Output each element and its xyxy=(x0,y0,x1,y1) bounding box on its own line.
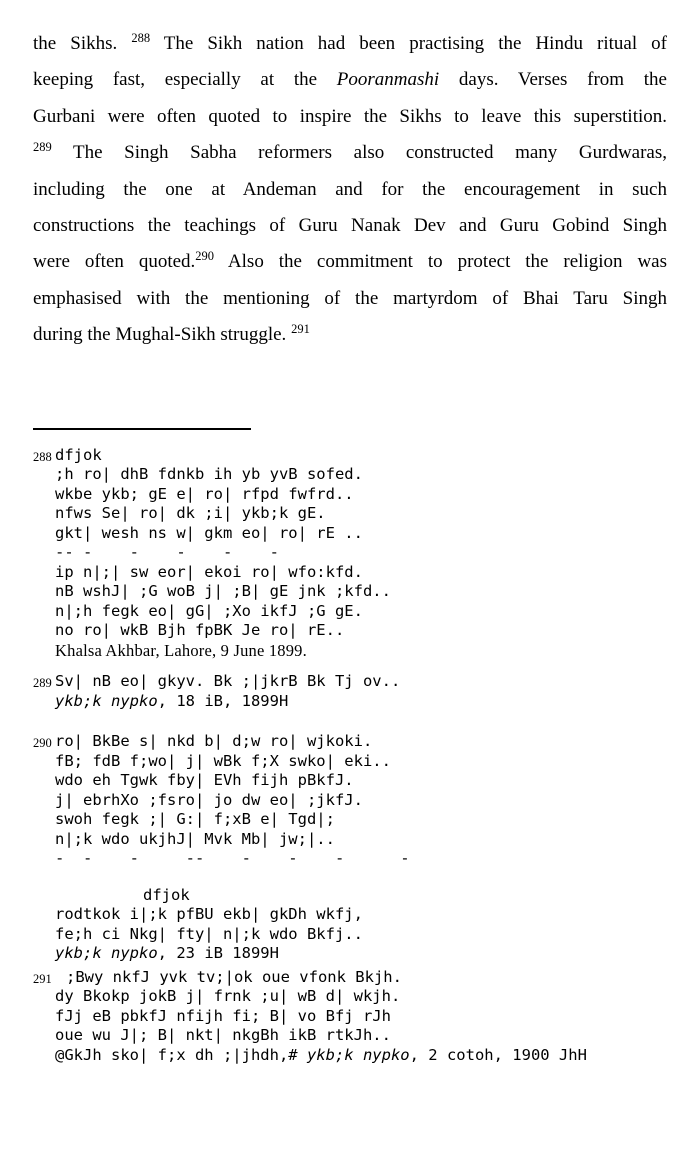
footnote-line: ;h ro| dhB fdnkb ih yb yvB sofed. xyxy=(55,465,363,484)
footnote-citation xyxy=(55,944,680,964)
footnote-289 xyxy=(33,672,680,711)
citation-date: , 2 cotoh, 1900 JhH xyxy=(409,1045,587,1064)
citation-source-italic: ykb;k nypko xyxy=(306,1045,410,1064)
footnote-290 xyxy=(33,732,680,964)
footnote-line: ;Bwy nkfJ yvk tv;|ok oue vfonk Bkjh. xyxy=(66,967,402,986)
body-text: days. Verses from the xyxy=(439,69,667,91)
footnote-line: swoh fegk ;| G:| f;xB e| Tgd|; xyxy=(55,810,335,829)
footnote-line: Sv| nB eo| gkyv. Bk ;|jkrB Bk Tj ov.. xyxy=(55,672,401,691)
footnote-line: fe;h ci Nkg| fty| n|;k wdo Bkfj.. xyxy=(55,924,363,943)
footnote-number: 289 xyxy=(33,676,52,691)
footnote-number: 290 xyxy=(33,736,52,751)
paragraph-line xyxy=(33,208,667,244)
footnote-ref-291: 291 xyxy=(291,322,310,337)
paragraph-line xyxy=(33,317,667,353)
footnote-line: fJj eB pbkfJ nfijh fi; B| vo Bfj rJh xyxy=(55,1006,391,1025)
body-text: keeping fast, especially at the xyxy=(33,69,337,91)
footnote-291 xyxy=(33,968,680,1066)
body-text: emphasised with the mentioning of the martyrdom of Bhai Taru Singh xyxy=(33,287,667,309)
paragraph-line xyxy=(33,172,667,208)
footnote-separator xyxy=(33,428,251,430)
footnote-line-centered: dfjok xyxy=(143,885,190,904)
body-text: the Sikhs. xyxy=(33,33,132,54)
body-text: constructions the teachings of Guru Nanak Dev and Guru Gobind Singh xyxy=(33,215,667,237)
footnote-dash-line: - - - -- - - - - xyxy=(55,849,410,868)
footnote-line: no ro| wkB Bjh fpBK Je ro| rE.. xyxy=(55,621,345,640)
citation-date: , 23 iB 1899H xyxy=(157,944,279,963)
body-text: The Singh Sabha reformers also constructed many Gurdwaras, xyxy=(51,142,667,164)
footnote-line: j| ebrhXo ;fsro| jo dw eo| ;jkfJ. xyxy=(55,790,363,809)
footnote-line: n|;h fegk eo| gG| ;Xo ikfJ ;G gE. xyxy=(55,601,363,620)
body-text: Gurbani were often quoted to inspire the Sikhs to leave this superstition. xyxy=(33,105,667,127)
footnote-line: ip n|;| sw eor| ekoi ro| wfo:kfd. xyxy=(55,562,363,581)
footnote-line: nB wshJ| ;G woB j| ;B| gE jnk ;kfd.. xyxy=(55,582,391,601)
footnote-line: dy Bkokp jokB j| frnk ;u| wB d| wkjh. xyxy=(55,987,401,1006)
citation-source-italic: ykb;k nypko xyxy=(55,944,158,963)
body-text: were often quoted. xyxy=(33,251,196,273)
footnote-citation xyxy=(55,1046,680,1066)
body-text: during the Mughal-Sikh struggle. xyxy=(33,324,292,346)
citation-source-italic: ykb;k nypko xyxy=(55,691,158,710)
footnote-line: nfws Se| ro| dk ;i| ykb;k gE. xyxy=(55,504,326,523)
paragraph-line xyxy=(33,135,667,171)
footnote-ref-290: 290 xyxy=(195,249,215,264)
footnote-number: 288 xyxy=(33,449,52,464)
footnote-citation xyxy=(55,692,680,712)
footnote-line: oue wu J|; B| nkt| nkgBh ikB rtkJh.. xyxy=(55,1026,391,1045)
footnote-line: dfjok xyxy=(55,445,102,464)
paragraph-line xyxy=(33,62,667,98)
footnote-line: ro| BkBe s| nkd b| d;w ro| wjkoki. xyxy=(55,732,373,751)
footnote-citation: Khalsa Akhbar, Lahore, 9 June 1899. xyxy=(55,640,307,660)
italic-term: Pooranmashi xyxy=(336,69,440,91)
paragraph-line xyxy=(33,99,667,135)
body-text: The Sikh nation had been practising the Hindu ritual of xyxy=(150,33,667,54)
paragraph-line xyxy=(33,26,667,62)
footnote-ref-288: 288 xyxy=(131,31,151,45)
footnote-line: fB; fdB f;wo| j| wBk f;X swko| eki.. xyxy=(55,751,391,770)
citation-date: , 18 iB, 1899H xyxy=(157,691,289,710)
footnote-288 xyxy=(33,446,680,661)
footnote-number: 291 xyxy=(33,971,52,986)
footnotes-section xyxy=(33,446,680,1066)
footnote-dash-line: -- - - - - - xyxy=(55,543,279,562)
quoted-title: @GkJh sko| f;x dh ;|jhdh,# xyxy=(55,1045,307,1064)
footnote-line: wkbe ykb; gE e| ro| rfpd fwfrd.. xyxy=(55,484,354,503)
paragraph-line xyxy=(33,244,667,280)
footnote-line: rodtkok i|;k pfBU ekb| gkDh wkfj, xyxy=(55,905,363,924)
body-text: Also the commitment to protect the religion was xyxy=(214,251,668,273)
body-text: including the one at Andeman and for the encouragement in such xyxy=(33,178,667,200)
footnote-line: n|;k wdo ukjhJ| Mvk Mb| jw;|.. xyxy=(55,829,335,848)
footnote-line: wdo eh Tgwk fby| EVh fijh pBkfJ. xyxy=(55,771,354,790)
footnote-ref-289: 289 xyxy=(33,140,52,155)
body-paragraph xyxy=(0,0,700,354)
footnote-line: gkt| wesh ns w| gkm eo| ro| rE .. xyxy=(55,523,363,542)
paragraph-line xyxy=(33,281,667,317)
